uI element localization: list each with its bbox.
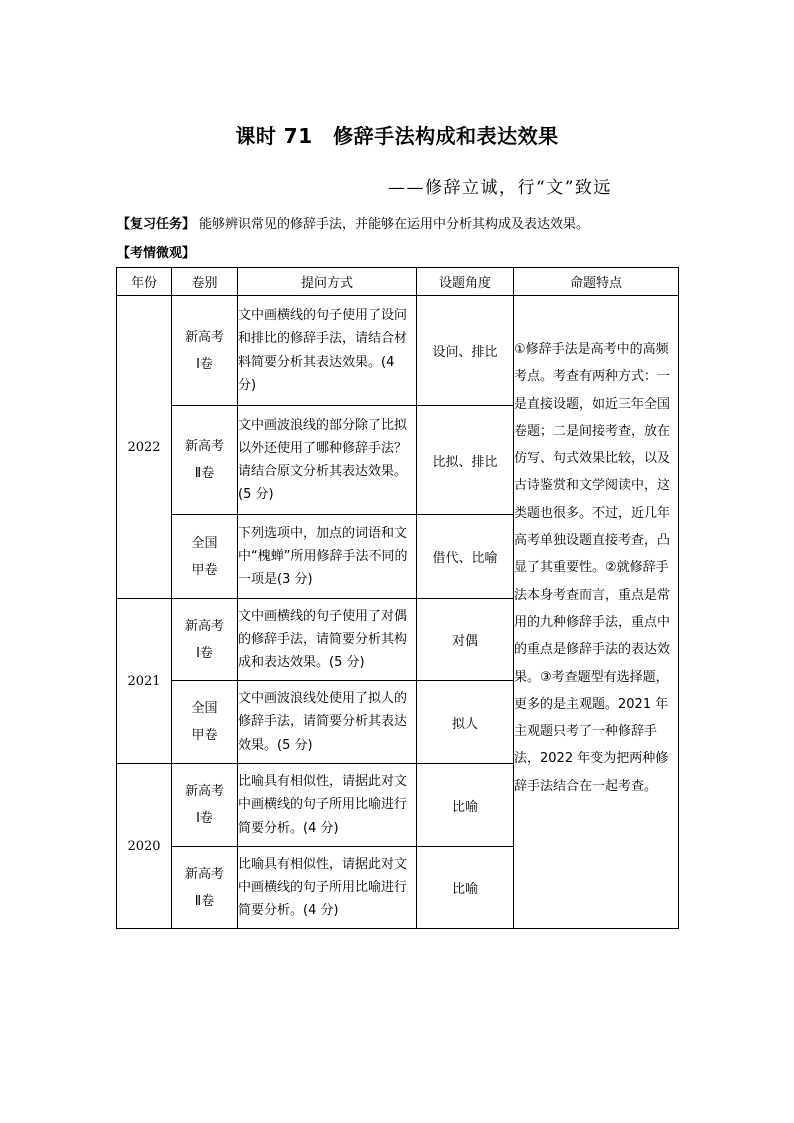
paper-cell <box>172 681 238 764</box>
paper-line: Ⅱ卷 <box>194 893 215 909</box>
year-cell: 2021 <box>117 599 172 764</box>
question-cell: 文中画横线的句子使用了对偶的修辞手法，请简要分析其构成和表达效果。(5 分) <box>238 599 417 681</box>
paper-cell <box>172 764 238 847</box>
year-cell: 2020 <box>117 764 172 929</box>
paper-line: 新高考 <box>184 329 224 345</box>
question-cell: 比喻具有相似性，请据此对文中画横线的句子所用比喻进行简要分析。(4 分) <box>238 764 417 847</box>
paper-line: 全国 <box>191 701 218 716</box>
question-cell: 文中画波浪线处使用了拟人的修辞手法，请简要分析其表达效果。(5 分) <box>238 681 417 764</box>
header-paper: 卷别 <box>172 268 238 296</box>
paper-line: 新高考 <box>184 866 224 882</box>
paper-line: 全国 <box>191 535 218 551</box>
question-cell: 比喻具有相似性，请据此对文中画横线的句子所用比喻进行简要分析。(4 分) <box>238 847 417 929</box>
paper-cell <box>172 296 238 406</box>
year-cell: 2022 <box>117 296 172 599</box>
review-task-label: 【复习任务】 <box>117 217 196 232</box>
header-year: 年份 <box>117 268 172 296</box>
review-task-text: 能够辨识常见的修辞手法，并能够在运用中分析其构成及表达效果。 <box>199 217 590 232</box>
question-cell: 下列选项中，加点的词语和文中“槐蝉”所用修辞手法不同的一项是(3 分) <box>238 515 417 599</box>
angle-cell: 比拟、排比 <box>417 406 514 515</box>
angle-cell: 借代、比喻 <box>417 515 514 599</box>
paper-cell <box>172 406 238 515</box>
exam-overview-table <box>116 267 679 929</box>
table-row <box>117 296 679 406</box>
paper-cell <box>172 515 238 599</box>
page-title: 课时 71 修辞手法构成和表达效果 <box>235 124 559 148</box>
question-cell: 文中画横线的句子使用了设问和排比的修辞手法，请结合材料简要分析其表达效果。(4 分) <box>238 296 417 406</box>
angle-cell: 拟人 <box>417 681 514 764</box>
paper-line: 新高考 <box>184 439 224 454</box>
paper-line: 新高考 <box>184 618 224 634</box>
paper-line: 新高考 <box>184 784 224 799</box>
angle-cell: 对偶 <box>417 599 514 681</box>
paper-line: Ⅰ卷 <box>196 811 213 826</box>
paper-cell <box>172 599 238 681</box>
header-features: 命题特点 <box>514 268 679 296</box>
angle-cell: 比喻 <box>417 764 514 847</box>
page-subtitle: ——修辞立诚，行“文”致远 <box>388 178 612 198</box>
paper-cell <box>172 847 238 929</box>
section-label: 【考情微观】 <box>117 246 196 261</box>
paper-line: Ⅱ卷 <box>194 466 215 481</box>
table-header-row <box>117 268 679 296</box>
angle-cell: 比喻 <box>417 847 514 929</box>
paper-line: 甲卷 <box>191 562 218 578</box>
features-text: ①修辞手法是高考中的高频考点。考查有两种方式：一是直接设题，如近三年全国卷题；二是间接考查，放在仿写、句式效果比较，以及古诗鉴赏和文学阅读中，这类题也很多。不过，近几年高考单独设题直接考查，凸显了其重要性。②就修辞手法本身考查而言，重点是常用的九种修辞手法，重点中的重点是修辞手法的表达效果。③考查题型有选择题，更多的是主观题。2021 年主观题只考了一种修辞手法，2022 年变为把两种修辞手法结合在一起考查。 <box>514 342 671 794</box>
header-question: 提问方式 <box>238 268 417 296</box>
header-angle: 设题角度 <box>417 268 514 296</box>
paper-line: Ⅰ卷 <box>196 645 213 661</box>
review-task <box>117 213 697 232</box>
question-cell: 文中画波浪线的部分除了比拟以外还使用了哪种修辞手法？请结合原文分析其表达效果。(5 分) <box>238 406 417 515</box>
features-cell <box>514 296 679 929</box>
angle-cell: 设问、排比 <box>417 296 514 406</box>
paper-line: 甲卷 <box>191 728 218 743</box>
paper-line: Ⅰ卷 <box>196 356 213 372</box>
